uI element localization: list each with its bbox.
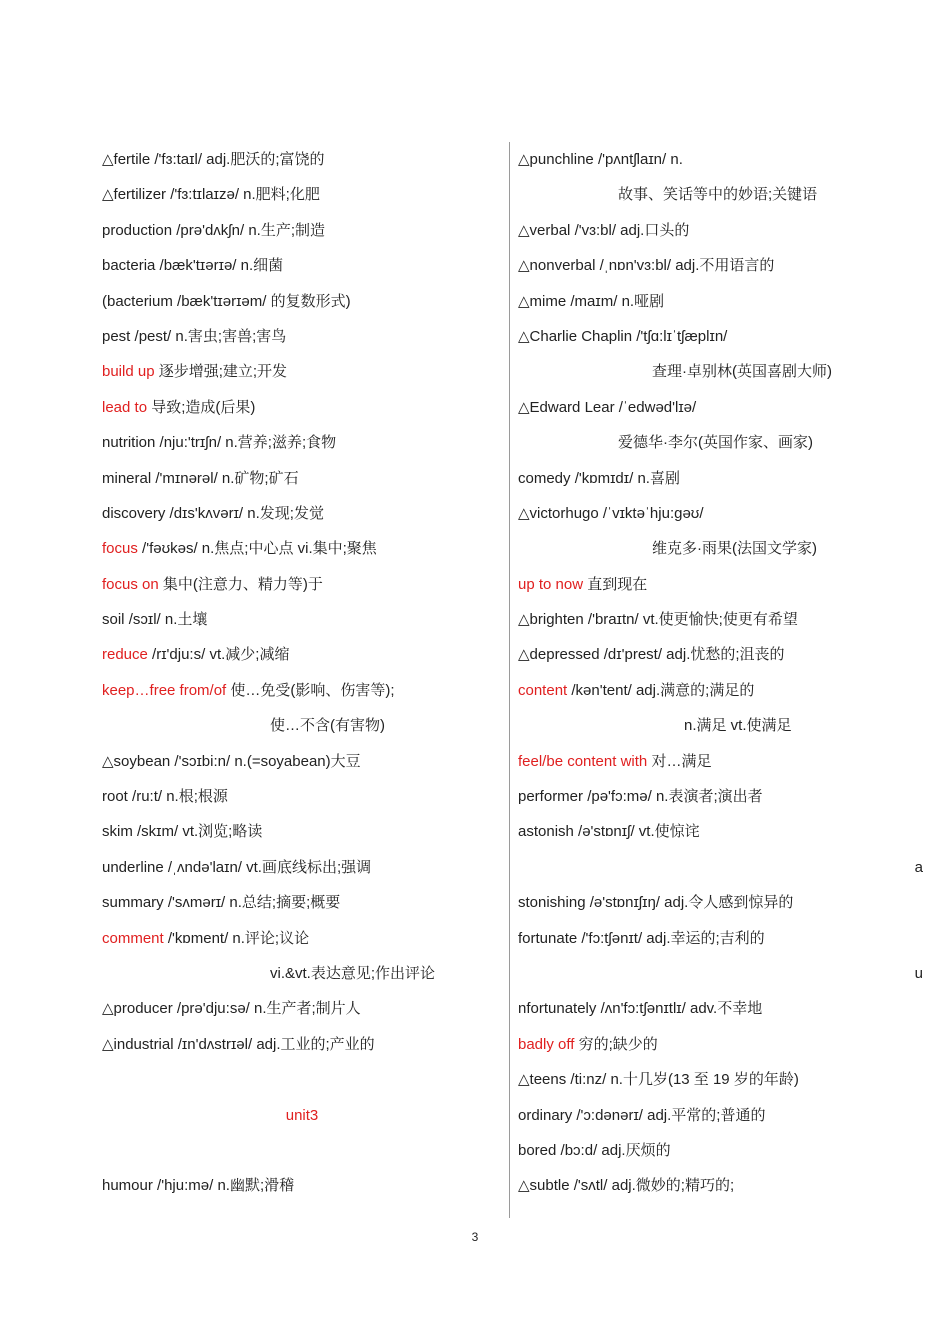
headword: underline	[102, 858, 164, 876]
definition: n.土壤	[164, 611, 208, 629]
definition-continuation: 爱德华·李尔(英国作家、画家)	[618, 434, 813, 452]
phonetic: /dɪ'prest/	[603, 646, 662, 664]
headword: comedy	[518, 469, 571, 487]
vocab-entry	[518, 461, 923, 496]
headword: humour	[102, 1177, 153, 1195]
vocab-entry	[518, 673, 923, 708]
blank-line	[102, 1133, 502, 1168]
phonetic: /ˈedwəd'lɪə/	[618, 398, 697, 416]
phonetic: /'fɜ:tɪlaɪzə/	[170, 186, 239, 204]
phonetic: /'ɔ:dənərɪ/	[576, 1106, 643, 1124]
definition: vt.减少;减缩	[209, 646, 290, 664]
phonetic: /ʌn'fɔ:tʃənɪtlɪ/	[600, 1000, 686, 1018]
phonetic: /ˌʌndə'laɪn/	[167, 858, 242, 876]
headword: astonish	[518, 823, 574, 841]
definition: 对…满足	[651, 752, 712, 770]
vocab-entry	[102, 354, 502, 389]
definition: n.(=soyabean)大豆	[234, 752, 361, 770]
headword: reduce	[102, 646, 148, 664]
headword: pest	[102, 327, 131, 345]
phonetic: /'hju:mə/	[157, 1177, 214, 1195]
headword: △fertilizer	[102, 186, 167, 204]
definition: n.	[670, 151, 683, 168]
headword: △nonverbal	[518, 257, 596, 275]
definition: adj.工业的;产业的	[256, 1035, 375, 1053]
phonetic: /ə'stɒnɪʃɪŋ/	[589, 894, 660, 912]
vocab-entry	[518, 991, 923, 1026]
headword: focus	[102, 540, 138, 558]
definition-continuation: 查理·卓别林(英国喜剧大师)	[652, 363, 832, 381]
definition: 穷的;缺少的	[578, 1035, 658, 1053]
headword: nfortunately	[518, 1000, 597, 1018]
headword: △punchline	[518, 151, 594, 168]
headword: lead to	[102, 398, 148, 416]
phonetic: /'sʌmərɪ/	[167, 894, 226, 912]
vocab-entry	[518, 602, 923, 637]
phonetic: /'pʌntʃlaɪn/	[597, 151, 667, 168]
phonetic: /'fɜ:taɪl/	[154, 151, 202, 168]
vocab-entry	[102, 284, 502, 319]
definition: vt.画底线标出;强调	[246, 858, 372, 876]
vocab-entry	[102, 496, 502, 531]
phonetic: /'fəʊkəs/	[142, 540, 198, 558]
definition-continuation: 使…不含(有害物)	[270, 717, 385, 735]
left-column	[102, 142, 502, 1204]
definition: 的复数形式)	[270, 292, 351, 310]
wrapped-letter: a	[914, 858, 923, 876]
vocab-entry	[102, 142, 502, 177]
headword: △mime	[518, 292, 567, 310]
headword: △producer	[102, 1000, 173, 1018]
headword: △depressed	[518, 646, 600, 664]
definition: adj.幸运的;吉利的	[646, 929, 765, 947]
phonetic: /kən'tent/	[571, 681, 632, 699]
phonetic: /'fɔ:tʃənɪt/	[581, 929, 643, 947]
phonetic: /'kɒmɪdɪ/	[574, 469, 634, 487]
definition: adj.满意的;满足的	[635, 681, 755, 699]
headword: △Charlie Chaplin	[518, 327, 633, 345]
definition: 集中(注意力、精力等)于	[162, 575, 323, 593]
vocab-entry	[518, 1098, 923, 1133]
vocab-entry	[518, 213, 923, 248]
phonetic: /'kɒment/	[167, 929, 229, 947]
headword: soil	[102, 611, 125, 629]
vocab-entry	[518, 779, 923, 814]
headword: content	[518, 681, 568, 699]
vocab-entry	[102, 461, 502, 496]
vocab-entry	[102, 1027, 502, 1062]
definition: 逐步增强;建立;开发	[158, 363, 288, 381]
vocab-entry	[518, 744, 923, 779]
phonetic: /pə'fɔ:mə/	[587, 788, 652, 806]
blank-line	[102, 1062, 502, 1097]
headword: up to now	[518, 575, 584, 593]
vocab-entry	[102, 991, 502, 1026]
phonetic: /'mɪnərəl/	[155, 469, 218, 487]
definition: n.焦点;中心点 vi.集中;聚焦	[201, 540, 377, 558]
definition: n.十几岁(13 至 19 岁的年龄)	[610, 1071, 799, 1089]
headword: feel/be content with	[518, 752, 648, 770]
vocab-entry	[518, 637, 923, 672]
headword: △industrial	[102, 1035, 174, 1053]
headword: stonishing	[518, 894, 586, 912]
definition: n.总结;摘要;概要	[229, 894, 341, 912]
phonetic: /bæk'tɪərɪəm/	[177, 292, 267, 310]
headword: production	[102, 221, 173, 239]
phonetic: /ˈvɪktəˈhju:gəʊ/	[602, 504, 704, 522]
vocab-entry	[102, 779, 502, 814]
phonetic: /rɪ'dju:s/	[152, 646, 206, 664]
headword: comment	[102, 929, 164, 947]
headword: bored	[518, 1141, 557, 1159]
headword: root	[102, 788, 128, 806]
phonetic: /'tʃɑ:lɪˈtʃæplɪn/	[636, 327, 728, 345]
phonetic: /'braɪtn/	[587, 611, 639, 629]
vocab-entry	[518, 390, 923, 425]
headword: fortunate	[518, 929, 578, 947]
headword: skim	[102, 823, 133, 841]
vocab-entry	[518, 1027, 923, 1062]
definition: 直到现在	[587, 575, 648, 593]
definition: adj.肥沃的;富饶的	[206, 151, 325, 168]
definition: adj.令人感到惊异的	[664, 894, 794, 912]
definition: adv.不幸地	[689, 1000, 763, 1018]
definition: n.营养;滋养;食物	[225, 434, 337, 452]
definition: n.根;根源	[166, 788, 228, 806]
phonetic: /ɪn'dʌstrɪəl/	[177, 1035, 253, 1053]
headword: nutrition	[102, 434, 156, 452]
vocab-entry	[518, 1133, 923, 1168]
headword: △teens	[518, 1071, 567, 1089]
phonetic: /nju:'trɪʃn/	[159, 434, 222, 452]
phonetic: /ə'stɒnɪʃ/	[578, 823, 635, 841]
vocab-entry	[518, 319, 923, 354]
vocab-entry	[102, 885, 502, 920]
headword: focus on	[102, 575, 159, 593]
definition: adj.不用语言的	[675, 257, 775, 275]
definition-continuation: n.满足 vt.使满足	[684, 717, 792, 735]
phonetic: /sɔɪl/	[128, 611, 161, 629]
vocab-entry	[518, 1062, 923, 1097]
definition: adj.忧愁的;沮丧的	[666, 646, 785, 664]
vocab-entry	[102, 602, 502, 637]
vocab-entry	[518, 921, 923, 956]
definition: n.表演者;演出者	[655, 788, 763, 806]
phonetic: /dɪs'kʌvərɪ/	[169, 504, 244, 522]
phonetic: /ti:nz/	[570, 1071, 607, 1089]
vocab-entry	[518, 284, 923, 319]
definition: vt.使更愉快;使更有希望	[642, 611, 798, 629]
definition: adj.微妙的;精巧的;	[611, 1177, 735, 1195]
vocab-entry	[102, 850, 502, 885]
vocab-entry	[518, 142, 923, 177]
definition: n.发现;发觉	[247, 504, 324, 522]
definition: n.肥料;化肥	[243, 186, 320, 204]
phonetic: /maɪm/	[570, 292, 618, 310]
phonetic: /skɪm/	[137, 823, 179, 841]
phonetic: /'vɜ:bl/	[574, 221, 616, 239]
page-number: 3	[471, 1230, 479, 1244]
definition: n.害虫;害兽;害鸟	[175, 327, 287, 345]
definition: n.喜剧	[637, 469, 680, 487]
right-column	[518, 142, 923, 1204]
definition-continuation: 维克多·雨果(法国文学家)	[652, 540, 817, 558]
vocab-entry	[102, 673, 502, 708]
wrapped-letter: u	[914, 964, 923, 982]
vocab-entry	[518, 1168, 923, 1203]
definition: n.幽默;滑稽	[217, 1177, 295, 1195]
definition: vt.浏览;略读	[182, 823, 263, 841]
headword: keep…free from/of	[102, 681, 227, 699]
vocab-entry	[518, 248, 923, 283]
phonetic: /prə'dju:sə/	[176, 1000, 250, 1018]
headword: △fertile	[102, 151, 151, 168]
headword: △subtle	[518, 1177, 570, 1195]
vocab-entry	[518, 496, 923, 531]
headword: △verbal	[518, 221, 571, 239]
vocab-entry	[102, 814, 502, 849]
phonetic: /ˌnɒn'vɜ:bl/	[599, 257, 672, 275]
phonetic: /bɔ:d/	[560, 1141, 598, 1159]
vocab-entry	[102, 744, 502, 779]
definition: n.哑剧	[621, 292, 665, 310]
headword: build up	[102, 363, 155, 381]
headword: discovery	[102, 504, 166, 522]
definition: 使…免受(影响、伤害等);	[230, 681, 395, 699]
headword: △Edward Lear	[518, 398, 615, 416]
vocab-entry	[102, 921, 502, 956]
vocab-entry	[102, 567, 502, 602]
unit-heading: unit3	[285, 1106, 319, 1124]
headword: △brighten	[518, 611, 584, 629]
vocab-entry	[102, 213, 502, 248]
vocab-entry	[102, 1168, 502, 1203]
phonetic: /'sɔɪbi:n/	[174, 752, 231, 770]
phonetic: /ru:t/	[132, 788, 163, 806]
vocab-entry	[518, 885, 923, 920]
definition: n.评论;议论	[232, 929, 310, 947]
definition: adj.平常的;普通的	[647, 1106, 766, 1124]
headword: summary	[102, 894, 164, 912]
headword: △victorhugo	[518, 504, 599, 522]
definition-continuation: 故事、笑话等中的妙语;关键语	[618, 186, 818, 204]
headword: bacteria	[102, 257, 156, 275]
vocab-entry	[518, 567, 923, 602]
headword: performer	[518, 788, 584, 806]
phonetic: /pest/	[134, 327, 172, 345]
phonetic: /prə'dʌkʃn/	[176, 221, 245, 239]
definition: adj.口头的	[620, 221, 690, 239]
definition: n.生产者;制片人	[254, 1000, 361, 1018]
definition: n.生产;制造	[248, 221, 325, 239]
vocab-entry	[102, 319, 502, 354]
phonetic: /'sʌtl/	[573, 1177, 608, 1195]
headword: (bacterium	[102, 292, 173, 310]
headword: △soybean	[102, 752, 171, 770]
definition-continuation: vi.&vt.表达意见;作出评论	[270, 964, 436, 982]
vocab-entry	[102, 637, 502, 672]
vocab-entry	[102, 177, 502, 212]
vocab-entry	[102, 425, 502, 460]
definition: 导致;造成(后果)	[151, 398, 256, 416]
headword: mineral	[102, 469, 152, 487]
vocab-entry	[102, 390, 502, 425]
vocab-entry	[102, 531, 502, 566]
phonetic: /bæk'tɪərɪə/	[159, 257, 237, 275]
vocab-entry	[518, 814, 923, 849]
column-divider	[509, 142, 510, 1218]
vocab-entry	[102, 248, 502, 283]
definition: n.矿物;矿石	[221, 469, 299, 487]
definition: adj.厌烦的	[601, 1141, 671, 1159]
headword: ordinary	[518, 1106, 573, 1124]
definition: n.细菌	[240, 257, 284, 275]
definition: vt.使惊诧	[638, 823, 700, 841]
headword: badly off	[518, 1035, 575, 1053]
